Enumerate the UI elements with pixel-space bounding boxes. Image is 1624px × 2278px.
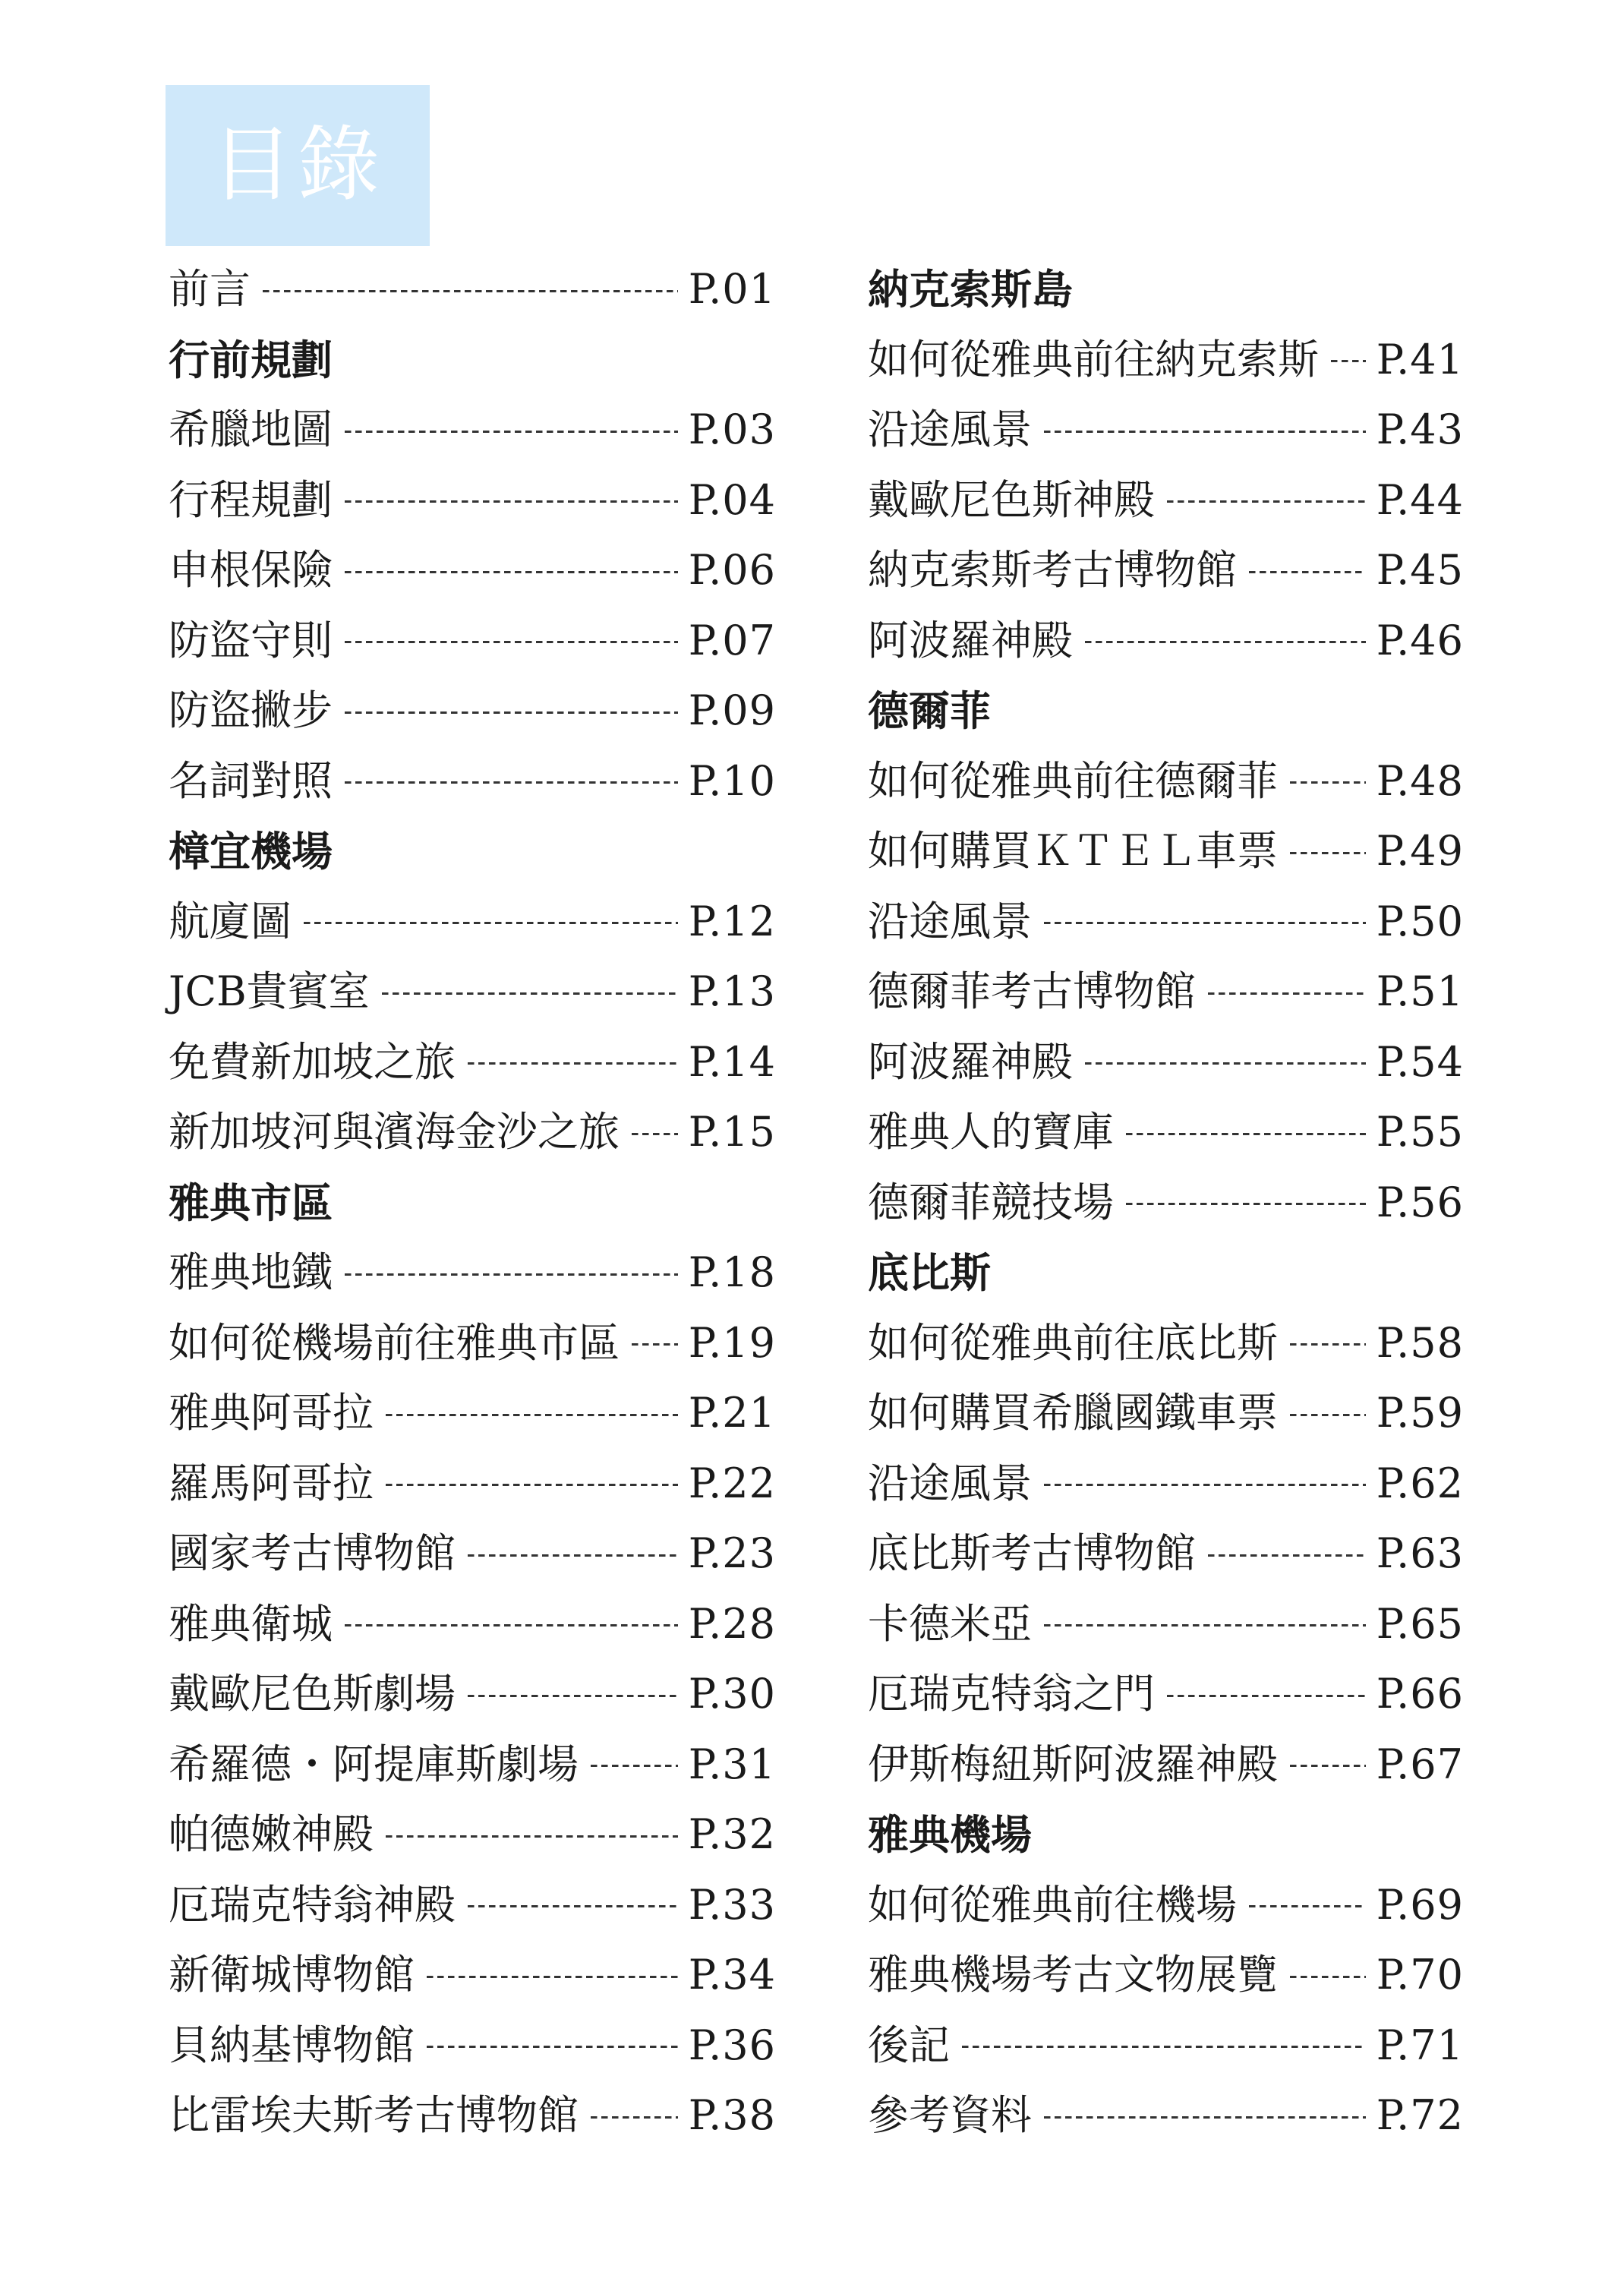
dash-leader (1208, 1554, 1366, 1557)
toc-entry[interactable] (868, 1168, 1464, 1238)
dash-leader (1085, 641, 1366, 643)
entry-label: 沿途風景 (868, 1459, 1032, 1507)
toc-entry[interactable] (868, 1940, 1464, 2011)
toc-entry[interactable] (169, 957, 776, 1027)
entry-label: 底比斯考古博物館 (868, 1529, 1196, 1578)
entry-page-number: P.48 (1376, 756, 1464, 805)
entry-page-number: P.18 (688, 1248, 776, 1297)
toc-title: 目錄 (210, 118, 384, 213)
entry-label: 免費新加坡之旅 (169, 1037, 456, 1086)
section-title: 納克索斯島 (868, 265, 1073, 314)
entry-label: 帕德嫩神殿 (169, 1810, 374, 1859)
entry-page-number: P.44 (1376, 475, 1464, 524)
toc-entry[interactable] (868, 2081, 1464, 2151)
dash-leader (1208, 992, 1366, 995)
dash-leader (382, 992, 678, 995)
entry-page-number: P.04 (688, 475, 776, 524)
entry-page-number: P.15 (688, 1108, 776, 1156)
entry-label: 名詞對照 (169, 756, 333, 805)
toc-entry[interactable] (868, 1027, 1464, 1098)
entry-page-number: P.21 (688, 1389, 776, 1437)
entry-label: 申根保險 (169, 546, 333, 595)
toc-entry[interactable] (169, 1449, 776, 1519)
dash-leader (1044, 2116, 1366, 2119)
toc-right-column (868, 254, 1464, 2151)
toc-entry[interactable] (169, 606, 776, 677)
entry-page-number: P.41 (1376, 335, 1464, 383)
dash-leader (1044, 922, 1366, 924)
dash-leader (591, 2116, 678, 2119)
entry-page-number: P.43 (1376, 405, 1464, 454)
entry-label: 新衛城博物館 (169, 1951, 415, 1999)
dash-leader (345, 431, 678, 433)
dash-leader (345, 571, 678, 573)
dash-leader (345, 500, 678, 503)
toc-entry[interactable] (868, 1870, 1464, 1941)
toc-entry[interactable] (868, 1449, 1464, 1519)
dash-leader (386, 1835, 678, 1838)
dash-leader (304, 922, 678, 924)
entry-label: 如何購買希臘國鐵車票 (868, 1389, 1278, 1437)
toc-entry[interactable] (868, 325, 1464, 396)
toc-entry[interactable] (169, 2011, 776, 2081)
entry-page-number: P.56 (1376, 1178, 1464, 1226)
entry-page-number: P.14 (688, 1037, 776, 1086)
toc-entry[interactable] (868, 1730, 1464, 1800)
toc-entry[interactable] (868, 1378, 1464, 1449)
dash-leader (345, 1624, 678, 1626)
toc-entry[interactable] (868, 887, 1464, 958)
entry-label: 伊斯梅紐斯阿波羅神殿 (868, 1740, 1278, 1788)
toc-section-heading (868, 1238, 1464, 1308)
toc-entry[interactable] (169, 1800, 776, 1870)
toc-section-heading (169, 325, 776, 396)
entry-label: 如何從雅典前往德爾菲 (868, 756, 1278, 805)
dash-leader (962, 2046, 1366, 2048)
entry-label: 羅馬阿哥拉 (169, 1459, 374, 1507)
section-title: 雅典機場 (868, 1810, 1032, 1860)
entry-page-number: P.50 (1376, 897, 1464, 945)
toc-section-heading (169, 1168, 776, 1238)
toc-entry[interactable] (169, 395, 776, 465)
entry-page-number: P.10 (688, 756, 776, 805)
entry-page-number: P.46 (1376, 616, 1464, 664)
toc-entry[interactable] (868, 1308, 1464, 1379)
toc-entry[interactable] (169, 254, 776, 325)
toc-section-heading (868, 1800, 1464, 1870)
dash-leader (345, 641, 678, 643)
dash-leader (468, 1905, 678, 1907)
section-title: 行前規劃 (169, 335, 333, 384)
entry-label: 如何從雅典前往納克索斯 (868, 335, 1319, 383)
dash-leader (1044, 1624, 1366, 1626)
dash-leader (345, 711, 678, 714)
dash-leader (1044, 431, 1366, 433)
entry-label: 雅典人的寶庫 (868, 1108, 1114, 1156)
section-title: 底比斯 (868, 1248, 991, 1298)
toc-entry[interactable] (169, 1308, 776, 1379)
dash-leader (1290, 852, 1366, 854)
entry-label: 防盜撇步 (169, 686, 333, 735)
toc-entry[interactable] (169, 1940, 776, 2011)
toc-entry[interactable] (169, 2081, 776, 2151)
dash-leader (1249, 571, 1366, 573)
dash-leader (1085, 1062, 1366, 1065)
entry-page-number: P.71 (1376, 2021, 1464, 2069)
toc-entry[interactable] (169, 465, 776, 536)
toc-entry[interactable] (169, 1238, 776, 1308)
dash-leader (1167, 1695, 1366, 1697)
entry-label: 如何從雅典前往機場 (868, 1880, 1237, 1929)
entry-page-number: P.28 (688, 1599, 776, 1648)
dash-leader (427, 2046, 678, 2048)
dash-leader (386, 1484, 678, 1486)
entry-label: 比雷埃夫斯考古博物館 (169, 2091, 579, 2140)
entry-page-number: P.06 (688, 546, 776, 595)
toc-entry[interactable] (868, 1097, 1464, 1168)
entry-page-number: P.59 (1376, 1389, 1464, 1437)
toc-entry[interactable] (169, 1659, 776, 1730)
toc-entry[interactable] (868, 606, 1464, 677)
entry-label: 行程規劃 (169, 475, 333, 524)
entry-label: 雅典衛城 (169, 1599, 333, 1648)
dash-leader (1290, 1343, 1366, 1346)
toc-entry[interactable] (868, 1519, 1464, 1589)
toc-entry[interactable] (868, 1659, 1464, 1730)
entry-page-number: P.23 (688, 1529, 776, 1578)
entry-label: 貝納基博物館 (169, 2021, 415, 2069)
entry-page-number: P.22 (688, 1459, 776, 1507)
toc-entry[interactable] (169, 1589, 776, 1660)
toc-entry[interactable] (868, 395, 1464, 465)
toc-entry[interactable] (868, 957, 1464, 1027)
entry-page-number: P.12 (688, 897, 776, 945)
dash-leader (1290, 1976, 1366, 1978)
dash-leader (468, 1062, 678, 1065)
entry-page-number: P.72 (1376, 2091, 1464, 2140)
entry-page-number: P.38 (688, 2091, 776, 2140)
dash-leader (1126, 1203, 1366, 1205)
entry-label: 如何從機場前往雅典市區 (169, 1318, 620, 1367)
entry-page-number: P.01 (688, 265, 776, 314)
entry-page-number: P.30 (688, 1670, 776, 1718)
dash-leader (263, 290, 678, 292)
toc-entry[interactable] (868, 816, 1464, 887)
entry-label: 厄瑞克特翁之門 (868, 1670, 1155, 1718)
entry-page-number: P.66 (1376, 1670, 1464, 1718)
entry-page-number: P.62 (1376, 1459, 1464, 1507)
section-title: 雅典市區 (169, 1178, 333, 1227)
toc-entry[interactable] (868, 535, 1464, 606)
entry-page-number: P.49 (1376, 827, 1464, 876)
entry-page-number: P.36 (688, 2021, 776, 2069)
dash-leader (345, 1273, 678, 1276)
toc-entry[interactable] (169, 1378, 776, 1449)
entry-page-number: P.33 (688, 1880, 776, 1929)
dash-leader (632, 1133, 678, 1135)
entry-label: 希臘地圖 (169, 405, 333, 454)
entry-label: 戴歐尼色斯神殿 (868, 475, 1155, 524)
dash-leader (386, 1414, 678, 1416)
entry-page-number: P.07 (688, 616, 776, 664)
entry-label: 參考資料 (868, 2091, 1032, 2140)
entry-label: 國家考古博物館 (169, 1529, 456, 1578)
entry-page-number: P.19 (688, 1318, 776, 1367)
entry-label: 厄瑞克特翁神殿 (169, 1880, 456, 1929)
entry-page-number: P.03 (688, 405, 776, 454)
toc-section-heading (868, 254, 1464, 325)
toc-entry[interactable] (868, 2011, 1464, 2081)
entry-page-number: P.34 (688, 1951, 776, 1999)
entry-label: 防盜守則 (169, 616, 333, 664)
toc-entry[interactable] (868, 465, 1464, 536)
entry-label: 沿途風景 (868, 897, 1032, 945)
entry-label: 阿波羅神殿 (868, 1037, 1073, 1086)
dash-leader (1167, 500, 1366, 503)
dash-leader (427, 1976, 678, 1978)
toc-entry[interactable] (169, 887, 776, 958)
entry-page-number: P.31 (688, 1740, 776, 1788)
toc-section-heading (169, 816, 776, 887)
entry-page-number: P.45 (1376, 546, 1464, 595)
dash-leader (591, 1765, 678, 1767)
toc-section-heading (868, 676, 1464, 746)
entry-label: 後記 (868, 2021, 950, 2069)
entry-page-number: P.13 (688, 967, 776, 1016)
toc-title-box (166, 85, 430, 246)
dash-leader (1290, 1765, 1366, 1767)
section-title: 德爾菲 (868, 686, 991, 736)
entry-page-number: P.58 (1376, 1318, 1464, 1367)
entry-label: 卡德米亞 (868, 1599, 1032, 1648)
entry-page-number: P.67 (1376, 1740, 1464, 1788)
toc-entry[interactable] (169, 1097, 776, 1168)
toc-entry[interactable] (169, 535, 776, 606)
entry-page-number: P.63 (1376, 1529, 1464, 1578)
section-title: 樟宜機場 (169, 827, 333, 876)
entry-label: 前言 (169, 265, 251, 314)
entry-page-number: P.32 (688, 1810, 776, 1859)
dash-leader (345, 781, 678, 784)
entry-page-number: P.70 (1376, 1951, 1464, 1999)
dash-leader (1249, 1905, 1366, 1907)
entry-label: 如何從雅典前往底比斯 (868, 1318, 1278, 1367)
dash-leader (1290, 781, 1366, 784)
entry-label: 納克索斯考古博物館 (868, 546, 1237, 595)
entry-label: 希羅德・阿提庫斯劇場 (169, 1740, 579, 1788)
toc-entry[interactable] (169, 1730, 776, 1800)
dash-leader (632, 1343, 678, 1346)
dash-leader (468, 1695, 678, 1697)
entry-page-number: P.65 (1376, 1599, 1464, 1648)
entry-label: 雅典機場考古文物展覽 (868, 1951, 1278, 1999)
entry-label: 雅典地鐵 (169, 1248, 333, 1297)
dash-leader (1290, 1414, 1366, 1416)
toc-entry[interactable] (169, 746, 776, 817)
entry-label: 雅典阿哥拉 (169, 1389, 374, 1437)
entry-page-number: P.69 (1376, 1880, 1464, 1929)
entry-page-number: P.55 (1376, 1108, 1464, 1156)
entry-label: 如何購買ＫＴＥＬ車票 (868, 827, 1278, 876)
entry-page-number: P.54 (1376, 1037, 1464, 1086)
entry-label: 戴歐尼色斯劇場 (169, 1670, 456, 1718)
entry-page-number: P.09 (688, 686, 776, 735)
toc-left-column (169, 254, 776, 2151)
toc-entry[interactable] (169, 676, 776, 746)
toc-entry[interactable] (868, 1589, 1464, 1660)
entry-label: 航廈圖 (169, 897, 292, 945)
entry-label: JCB貴賓室 (169, 967, 370, 1016)
toc-entry[interactable] (868, 746, 1464, 817)
toc-entry[interactable] (169, 1027, 776, 1098)
dash-leader (1331, 360, 1366, 362)
dash-leader (1044, 1484, 1366, 1486)
entry-label: 沿途風景 (868, 405, 1032, 454)
entry-label: 新加坡河與濱海金沙之旅 (169, 1108, 620, 1156)
dash-leader (1126, 1133, 1366, 1135)
toc-entry[interactable] (169, 1870, 776, 1941)
entry-page-number: P.51 (1376, 967, 1464, 1016)
dash-leader (468, 1554, 678, 1557)
entry-label: 德爾菲考古博物館 (868, 967, 1196, 1016)
toc-entry[interactable] (169, 1519, 776, 1589)
entry-label: 阿波羅神殿 (868, 616, 1073, 664)
entry-label: 德爾菲競技場 (868, 1178, 1114, 1226)
